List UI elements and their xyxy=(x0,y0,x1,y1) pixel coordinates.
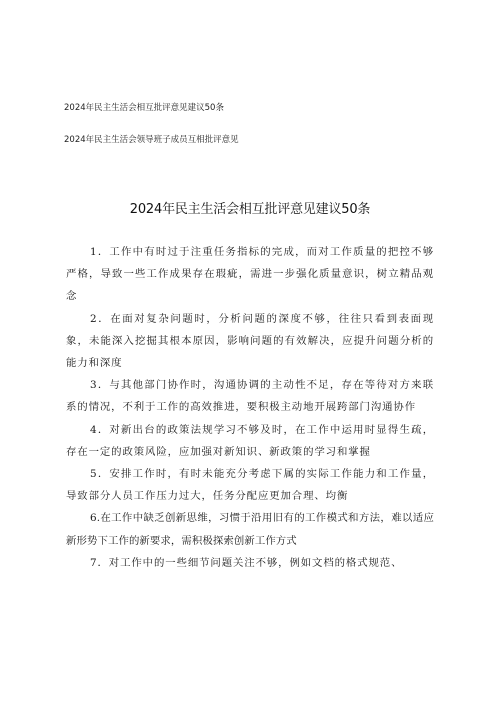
document-body xyxy=(66,241,434,574)
list-item: 7．对工作中的一些细节问题关注不够，例如文档的格式规范、 xyxy=(90,556,403,569)
toc-entry[interactable]: 2024年民主生活会领导班子成员互相批评意见 xyxy=(64,135,239,145)
list-item: 6.在工作中缺乏创新思维，习惯于沿用旧有的工作模式和方法，难以适应新形势下工作的新要求，需积极探索创新工作方式 xyxy=(66,512,434,547)
list-item: 5．安排工作时，有时未能充分考虑下属的实际工作能力和工作量，导致部分人员工作压力过大，任务分配应更加合理、均衡 xyxy=(66,468,434,503)
toc-entry[interactable]: 2024年民主生活会相互批评意见建议50条 xyxy=(64,103,224,113)
document-title: 2024年民主生活会相互批评意见建议50条 xyxy=(129,202,371,217)
list-item: 4．对新出台的政策法规学习不够及时，在工作中运用时显得生疏，存在一定的政策风险，应加强对新知识、新政策的学习和掌握 xyxy=(66,423,434,458)
list-item: 1．工作中有时过于注重任务指标的完成，而对工作质量的把控不够严格，导致一些工作成果存在瑕疵，需进一步强化质量意识，树立精品观念 xyxy=(66,246,434,303)
list-item: 3．与其他部门协作时，沟通协调的主动性不足，存在等待对方来联系的情况，不利于工作的高效推进，要积极主动地开展跨部门沟通协作 xyxy=(66,379,434,414)
list-item: 2．在面对复杂问题时，分析问题的深度不够，往往只看到表面现象，未能深入挖掘其根本原因，影响问题的有效解决，应提升问题分析的能力和深度 xyxy=(66,312,434,370)
